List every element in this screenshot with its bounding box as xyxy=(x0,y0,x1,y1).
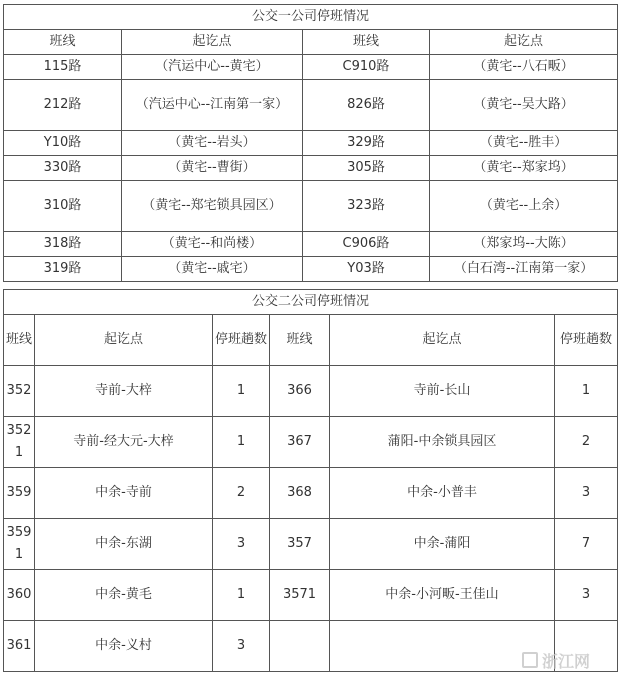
table-row xyxy=(4,366,618,417)
route-cell: 368 xyxy=(270,468,330,519)
endpoints-cell: 中余-小河畈-王佳山 xyxy=(330,570,555,621)
trips-cell: 3 xyxy=(213,621,270,672)
route-cell: 305路 xyxy=(303,156,430,181)
endpoints-cell: （黄宅--上余） xyxy=(430,181,618,232)
watermark-text: 浙江网 xyxy=(542,651,591,671)
endpoints-cell: 寺前-长山 xyxy=(330,366,555,417)
endpoints-cell: （黄宅--戚宅） xyxy=(122,257,303,282)
header-cell: 班线 xyxy=(270,315,330,366)
header-cell: 班线 xyxy=(4,315,35,366)
route-cell: 330路 xyxy=(4,156,122,181)
endpoints-cell: 蒲阳-中余锁具园区 xyxy=(330,417,555,468)
route-cell: 318路 xyxy=(4,232,122,257)
table-row xyxy=(4,156,618,181)
route-cell: Y10路 xyxy=(4,131,122,156)
route-cell: 3591 xyxy=(4,519,35,570)
route-cell xyxy=(270,621,330,672)
route-cell: Y03路 xyxy=(303,257,430,282)
endpoints-cell: 寺前-经大元-大梓 xyxy=(35,417,213,468)
header-cell: 班线 xyxy=(4,30,122,55)
company1-title: 公交一公司停班情况 xyxy=(4,5,618,30)
trips-cell: 3 xyxy=(213,519,270,570)
company2-table xyxy=(3,289,618,672)
company2-header-row xyxy=(4,315,618,366)
header-cell: 起讫点 xyxy=(35,315,213,366)
trips-cell: 2 xyxy=(555,417,618,468)
watermark xyxy=(522,650,614,670)
endpoints-cell: （黄宅--岩头） xyxy=(122,131,303,156)
trips-cell: 3 xyxy=(555,468,618,519)
endpoints-cell: 中余-蒲阳 xyxy=(330,519,555,570)
route-cell: 323路 xyxy=(303,181,430,232)
table-row xyxy=(4,80,618,131)
endpoints-cell: （白石湾--江南第一家） xyxy=(430,257,618,282)
endpoints-cell: 中余-黄毛 xyxy=(35,570,213,621)
route-cell: C906路 xyxy=(303,232,430,257)
endpoints-cell: （黄宅--胜丰） xyxy=(430,131,618,156)
endpoints-cell: （黄宅--曹街） xyxy=(122,156,303,181)
table-row xyxy=(4,55,618,80)
route-cell: 3521 xyxy=(4,417,35,468)
endpoints-cell: （黄宅--和尚楼） xyxy=(122,232,303,257)
table-row xyxy=(4,570,618,621)
endpoints-cell: 中余-寺前 xyxy=(35,468,213,519)
table-row xyxy=(4,417,618,468)
route-cell: 357 xyxy=(270,519,330,570)
route-cell: 359 xyxy=(4,468,35,519)
header-cell: 停班趟数 xyxy=(213,315,270,366)
route-cell: 360 xyxy=(4,570,35,621)
trips-cell: 1 xyxy=(213,366,270,417)
endpoints-cell: （黄宅--吴大路） xyxy=(430,80,618,131)
header-cell: 起讫点 xyxy=(330,315,555,366)
route-cell: 329路 xyxy=(303,131,430,156)
endpoints-cell: （郑家坞--大陈） xyxy=(430,232,618,257)
table-row xyxy=(4,519,618,570)
header-cell: 起讫点 xyxy=(122,30,303,55)
table-row xyxy=(4,131,618,156)
route-cell: 366 xyxy=(270,366,330,417)
route-cell: 319路 xyxy=(4,257,122,282)
header-cell: 停班趟数 xyxy=(555,315,618,366)
endpoints-cell xyxy=(330,621,555,672)
trips-cell: 7 xyxy=(555,519,618,570)
route-cell: 826路 xyxy=(303,80,430,131)
route-cell: 352 xyxy=(4,366,35,417)
trips-cell: 1 xyxy=(213,570,270,621)
company2-title: 公交二公司停班情况 xyxy=(4,290,618,315)
trips-cell: 2 xyxy=(213,468,270,519)
table-row xyxy=(4,257,618,282)
route-cell: 115路 xyxy=(4,55,122,80)
trips-cell: 1 xyxy=(555,366,618,417)
endpoints-cell: 中余-东湖 xyxy=(35,519,213,570)
endpoints-cell: （汽运中心--黄宅） xyxy=(122,55,303,80)
endpoints-cell: （黄宅--郑家坞） xyxy=(430,156,618,181)
route-cell: 361 xyxy=(4,621,35,672)
company1-table xyxy=(3,4,618,282)
trips-cell: 3 xyxy=(555,570,618,621)
endpoints-cell: 寺前-大梓 xyxy=(35,366,213,417)
table-row xyxy=(4,468,618,519)
table-row xyxy=(4,181,618,232)
endpoints-cell: （黄宅--郑宅锁具园区） xyxy=(122,181,303,232)
endpoints-cell: 中余-义村 xyxy=(35,621,213,672)
route-cell: 367 xyxy=(270,417,330,468)
route-cell: 3571 xyxy=(270,570,330,621)
endpoints-cell: （汽运中心--江南第一家） xyxy=(122,80,303,131)
endpoints-cell: 中余-小普丰 xyxy=(330,468,555,519)
header-cell: 班线 xyxy=(303,30,430,55)
endpoints-cell: （黄宅--八石畈） xyxy=(430,55,618,80)
table-row xyxy=(4,232,618,257)
trips-cell: 1 xyxy=(213,417,270,468)
company1-header-row xyxy=(4,30,618,55)
watermark-logo-icon xyxy=(522,652,538,668)
route-cell: 212路 xyxy=(4,80,122,131)
route-cell: C910路 xyxy=(303,55,430,80)
route-cell: 310路 xyxy=(4,181,122,232)
header-cell: 起讫点 xyxy=(430,30,618,55)
